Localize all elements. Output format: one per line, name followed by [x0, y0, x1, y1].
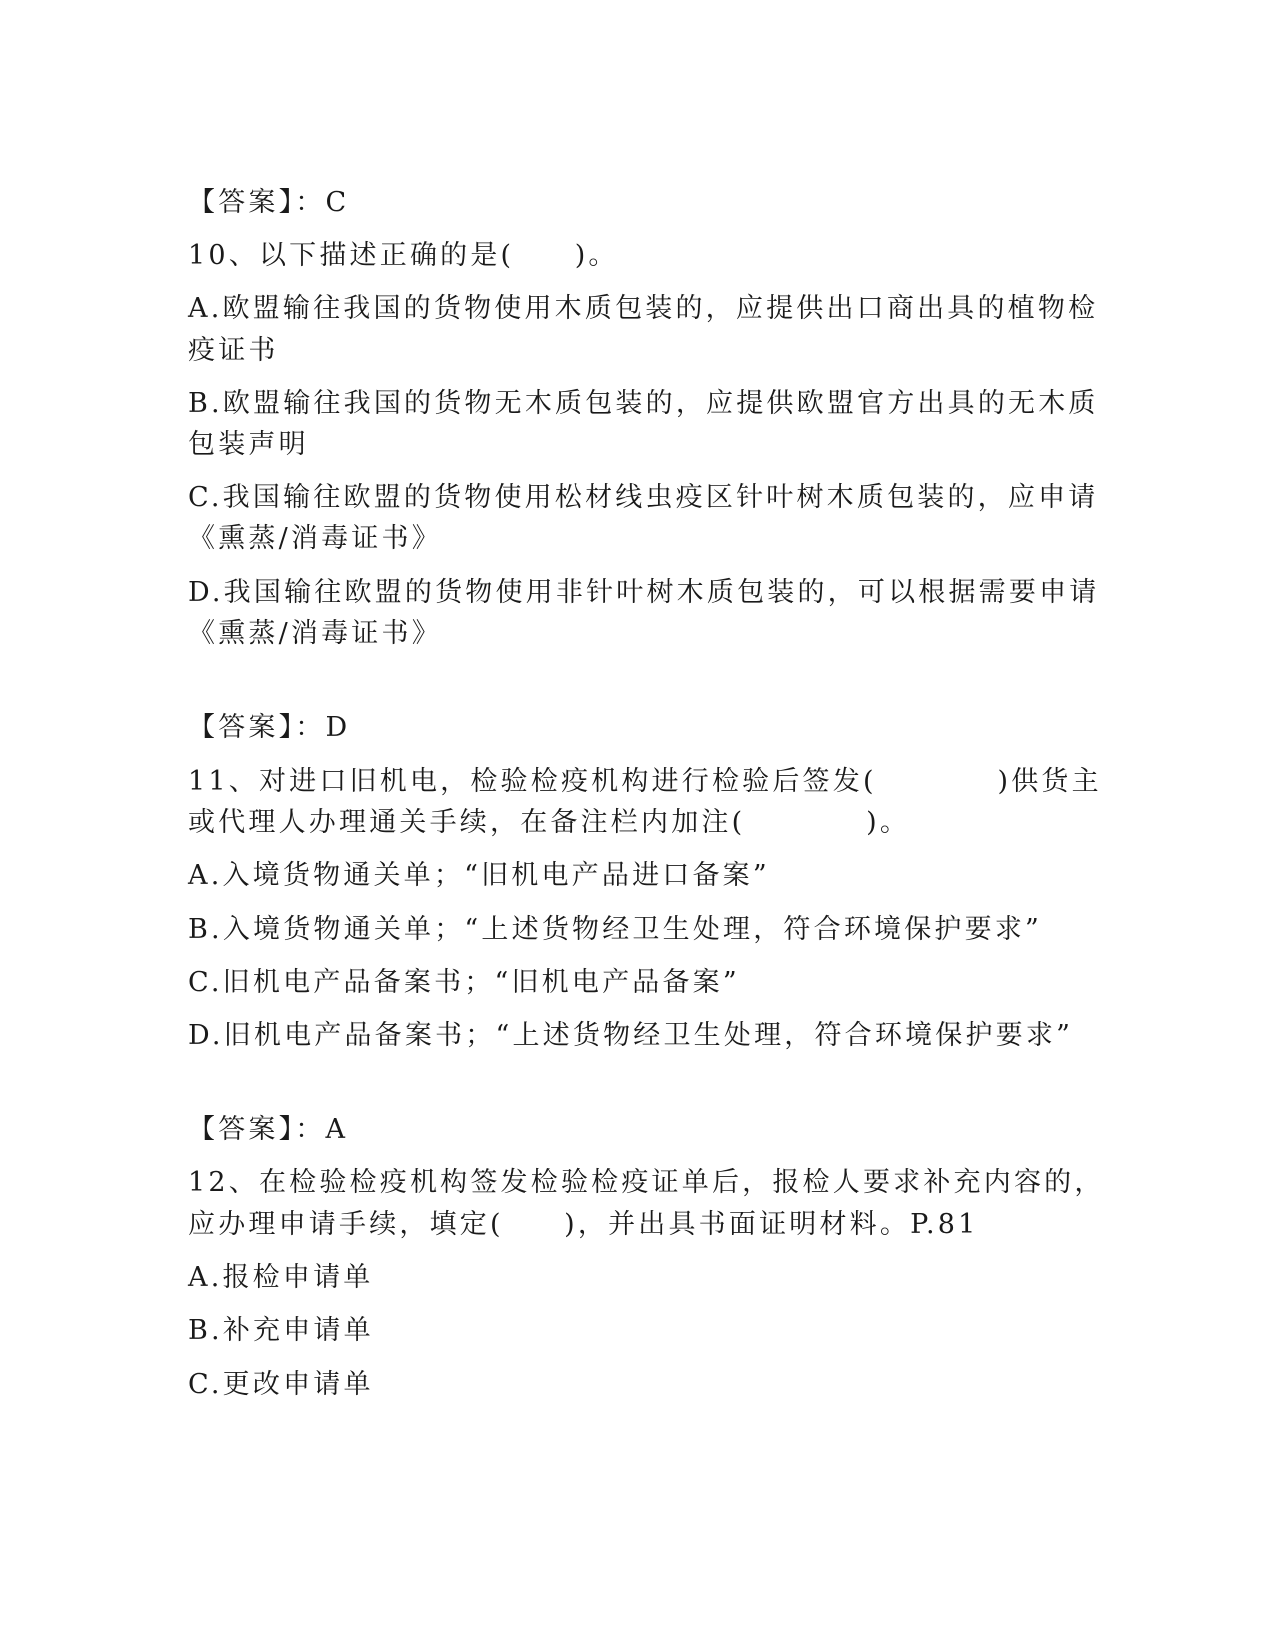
option-c-line1: C.我国输往欧盟的货物使用松材线虫疫区针叶树木质包装的，应申请 [188, 482, 1099, 513]
question-11-line1: 11、对进口旧机电，检验检疫机构进行检验后签发( )供货主 [188, 766, 1102, 797]
answer-line: 【答案】：D [188, 712, 351, 743]
option-a-line1: A.报检申请单 [188, 1262, 374, 1293]
option-d-line1: D.我国输往欧盟的货物使用非针叶树木质包装的，可以根据需要申请 [188, 577, 1100, 608]
question-12-line1: 12、在检验检疫机构签发检验检疫证单后，报检人要求补充内容的， [188, 1167, 1105, 1198]
option-b-line1: B.欧盟输往我国的货物无木质包装的，应提供欧盟官方出具的无木质 [188, 388, 1099, 419]
option-d-line1: D.旧机电产品备案书；“上述货物经卫生处理，符合环境保护要求” [188, 1020, 1074, 1051]
option-a-line1: A.欧盟输往我国的货物使用木质包装的，应提供出口商出具的植物检 [188, 293, 1099, 324]
option-c-line1: C.更改申请单 [188, 1369, 374, 1400]
answer-line: 【答案】：A [188, 1114, 349, 1145]
option-c-line2: 《熏蒸/消毒证书》 [188, 523, 442, 554]
option-b-line1: B.入境货物通关单；“上述货物经卫生处理，符合环境保护要求” [188, 914, 1043, 945]
question-11-line2: 或代理人办理通关手续，在备注栏内加注( )。 [188, 807, 911, 838]
option-a-line2: 疫证书 [188, 335, 279, 366]
option-d-line2: 《熏蒸/消毒证书》 [188, 618, 442, 649]
option-c-line1: C.旧机电产品备案书；“旧机电产品备案” [188, 967, 740, 998]
question-12-line2: 应办理申请手续，填定( )，并出具书面证明材料。P.81 [188, 1209, 979, 1240]
option-b-line2: 包装声明 [188, 429, 309, 460]
option-a-line1: A.入境货物通关单；“旧机电产品进口备案” [188, 860, 770, 891]
answer-line: 【答案】：C [188, 187, 350, 218]
question-10-text: 10、以下描述正确的是( )。 [188, 240, 619, 271]
option-b-line1: B.补充申请单 [188, 1315, 374, 1346]
